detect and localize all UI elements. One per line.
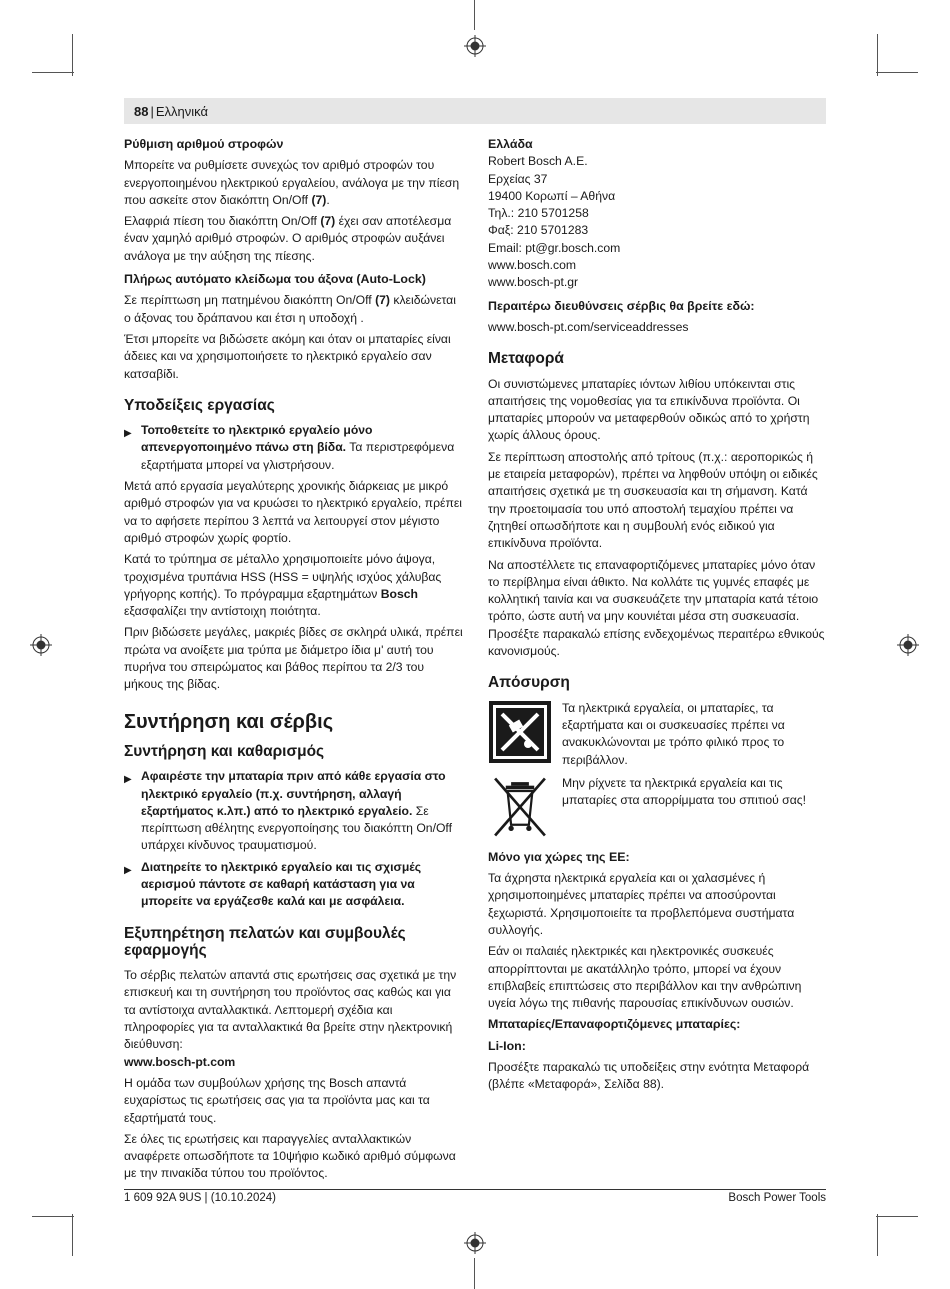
speed-paragraph-2: Ελαφριά πίεση του διακόπτη On/Off (7) έχει σαν αποτέλεσμα έναν χαμηλό αριθμό στροφών. Ο αριθμός στροφών αυξάνει ανάλογα με την αύξηση της πίεσης. (124, 214, 452, 263)
crop-mark (876, 72, 918, 73)
transport-paragraph-3: Να αποστέλλετε τις επαναφορτιζόμενες μπαταρίες μόνο όταν το περίβλημα είναι άθικτο. Να κολλάτε τις γυμνές επαφές με κολλητική ταινία και να συσκευάζετε την μπαταρία κατά τέτοιο τρόπο, ώστε αυτή να μην κουνιέται μέσα στη συσκευασία. Προσέξτε παρακαλώ επίσης ενδεχομένως περαιτέρω εθνικούς κανονισμούς. (488, 557, 825, 659)
address-line: Ερχείας 37 (488, 171, 548, 186)
speed-heading: Ρύθμιση αριθμού στροφών (124, 137, 284, 151)
header-separator: | (150, 104, 154, 119)
phone-line: Τηλ.: 210 5701258 (488, 206, 589, 221)
maintenance-chapter-heading: Συντήρηση και σέρβις (124, 710, 334, 733)
tips-paragraph-2: Κατά το τρύπημα σε μέταλλο χρησιμοποιείτε μόνο άψογα, τροχισμένα τρυπάνια HSS (HSS = υψηλής ισχύος χάλυβας γρήγορης κοπής). Το πρόγραμμα εξαρτημάτων Bosch εξασφαλίζει την αντίστοιχη ποιότητα. (124, 552, 442, 619)
address-line: 19400 Κορωπί – Αθήνα (488, 188, 616, 203)
page-header (134, 104, 208, 119)
batteries-heading: Μπαταρίες/Επαναφορτιζόμενες μπαταρίες: (488, 1017, 741, 1032)
liion-heading: Li-Ion: (488, 1038, 526, 1053)
page-header-bar (124, 98, 826, 124)
footer-divider (124, 1189, 826, 1190)
tips-paragraph-3: Πριν βιδώσετε μεγάλες, μακριές βίδες σε σκληρά υλικά, πρέπει πρώτα να ανοίξετε μια τρύπα με διάμετρο ίδια μ' αυτή του πυρήνα του σπειρώματος και βάθος περίπου τα 2/3 του μήκους της βίδας. (124, 625, 463, 692)
crop-mark (877, 34, 878, 76)
country-heading: Ελλάδα (488, 137, 533, 151)
disposal-heading: Απόσυρση (488, 674, 570, 692)
speed-paragraph-1: Μπορείτε να ρυθμίσετε συνεχώς τον αριθμό στροφών του ενεργοποιημένου ηλεκτρικού εργαλείου, ανάλογα με την πίεση που ασκείτε στον διακόπτη On/Off (7). (124, 158, 460, 207)
transport-paragraph-2: Σε περίπτωση αποστολής από τρίτους (π.χ.: αεροπορικώς ή με εταιρεία μεταφορών), πρέπει να ληφθούν υπόψη οι ειδικές απαιτήσεις σχετικά με τη συσκευασία και τη σήμανση. Κατά την προετοιμασία του υπό αποστολή τεμαχίου πρέπει να ζητηθεί οπωσδήποτε και η συμβουλή ενός ειδικού για επικίνδυνα προϊόντα. (488, 449, 818, 551)
bullet-triangle-icon: ▶ (124, 774, 132, 786)
work-tips-heading: Υποδείξεις εργασίας (124, 396, 275, 414)
cleaning-warning-bullet-2: ▶ Διατηρείτε το ηλεκτρικό εργαλείο και τις σχισμές αερισμού πάντοτε σε καθαρή κατάσταση για να μπορείτε να εργάζεσθε καλά και με ασφάλεια. (124, 859, 422, 909)
cleaning-heading: Συντήρηση και καθαρισμός (124, 742, 325, 760)
autolock-heading: Πλήρως αυτόματο κλείδωμα του άξονα (Auto-Lock) (124, 272, 426, 287)
crop-mark (72, 1214, 73, 1256)
address-line: Robert Bosch A.E. (488, 154, 588, 169)
registration-mark-icon (464, 1232, 486, 1254)
service-url[interactable]: www.bosch-pt.com (124, 1054, 236, 1069)
disposal-household-text: Μην ρίχνετε τα ηλεκτρικά εργαλεία και τις μπαταρίες στα απορρίμματα του σπιτιού σας! (562, 775, 807, 808)
service-paragraph-2: Η ομάδα των συμβούλων χρήσης της Bosch απαντά ευχαρίστως τις ερωτήσεις σας για τα προϊόντα μας και τα εξαρτήματά τους. (124, 1075, 430, 1125)
tips-paragraph-1: Μετά από εργασία μεγαλύτερης χρονικής διάρκειας με μικρό αριθμό στροφών για να κρυώσει το ηλεκτρικό εργαλείο, πρέπει να το αφήσετε περίπου 3 λεπτά να λειτουργεί στον μέγιστο αριθμό στροφών χωρίς φορτίο. (124, 479, 462, 545)
cleaning-warning-bullet-1: ▶ Αφαιρέστε την μπαταρία πριν από κάθε εργασία στο ηλεκτρικό εργαλείο (π.χ. συντήρηση, αλλαγή εξαρτήματος κ.λπ.) από το ηλεκτρικό εργαλείο. Σε περίπτωση αθέλητης ενεργοποίησης του διακόπτη On/Off υπάρχει κίνδυνος τραυματισμού. (124, 769, 452, 853)
eu-only-heading: Μόνο για χώρες της ΕΕ: (488, 849, 630, 864)
crop-mark (32, 72, 74, 73)
website-link[interactable]: www.bosch.com (488, 258, 577, 273)
customer-service-heading: Εξυπηρέτηση πελατών και συμβουλές εφαρμογής (124, 924, 406, 959)
page-number: 88 (134, 104, 149, 119)
email-link[interactable]: Email: pt@gr.bosch.com (488, 240, 621, 255)
footer-brand: Bosch Power Tools (728, 1192, 826, 1204)
registration-mark-icon (464, 35, 486, 57)
more-service-heading: Περαιτέρω διευθύνσεις σέρβις θα βρείτε εδώ: (488, 298, 755, 313)
recycling-symbol-icon (488, 700, 552, 764)
website-link[interactable]: www.bosch-pt.gr (488, 275, 579, 290)
crop-mark (877, 1214, 878, 1256)
autolock-paragraph-1: Σε περίπτωση μη πατημένου διακόπτη On/Off (7) κλειδώνεται ο άξονας του δράπανου και έτσι η υποδοχή . (124, 293, 456, 325)
disposal-bin-row (488, 775, 828, 839)
eu-paragraph-2: Εάν οι παλαιές ηλεκτρικές και ηλεκτρονικές συσκευές απορρίπτονται με ακατάλληλο τρόπο, μπορεί να έχουν επιβλαβείς επιπτώσεις στο περιβάλλον και την ανθρώπινη υγεία λόγω της πιθανής παρουσίας επικίνδυνων ουσιών. (488, 944, 802, 1011)
bullet-triangle-icon: ▶ (124, 864, 132, 876)
header-language: Ελληνικά (155, 104, 209, 119)
left-column (124, 136, 464, 1187)
service-paragraph-3: Σε όλες τις ερωτήσεις και παραγγελίες ανταλλακτικών αναφέρετε οπωσδήποτε τα 10ψήφιο κωδικό αριθμό σύμφωνα με την πινακίδα τύπου του προϊόντος. (124, 1131, 456, 1181)
transport-heading: Μεταφορά (488, 350, 564, 368)
crop-mark (474, 0, 475, 30)
crossed-out-bin-icon (488, 775, 552, 839)
fax-line: Φαξ: 210 5701283 (488, 223, 589, 238)
tips-warning-bullet: ▶ Τοποθετείτε το ηλεκτρικό εργαλείο μόνο απενεργοποιημένο πάνω στη βίδα. Τα περιστρεφόμενα εξαρτήματα μπορεί να γλιστρήσουν. (124, 423, 455, 472)
liion-paragraph: Προσέξτε παρακαλώ τις υποδείξεις στην ενότητα Μεταφορά (βλέπε «Μεταφορά», Σελίδα 88). (488, 1060, 810, 1092)
autolock-paragraph-2: Έτσι μπορείτε να βιδώσετε ακόμη και όταν οι μπαταρίες είναι άδειες και να χρησιμοποιήσετε το ηλεκτρικό εργαλείο σαν κατσαβίδι. (124, 331, 451, 381)
disposal-recycle-text: Τα ηλεκτρικά εργαλεία, οι μπαταρίες, τα εξαρτήματα και οι συσκευασίες πρέπει να ανακυκλώνονται με τρόπο φιλικό προς το περιβάλλον. (562, 700, 785, 767)
disposal-recycle-row (488, 700, 828, 769)
crop-mark (72, 34, 73, 76)
right-column (488, 136, 828, 1098)
footer-doc-id: 1 609 92A 9US | (10.10.2024) (124, 1192, 276, 1204)
crop-mark (876, 1216, 918, 1217)
service-paragraph-1: Το σέρβις πελατών απαντά στις ερωτήσεις σας σχετικά με την επισκευή και τη συντήρηση του προϊόντος σας καθώς και για τα αντίστοιχα ανταλλακτικά. Λεπτομερή σχέδια και πληροφορίες για τα ανταλλακτικά θα βρείτε στην ηλεκτρονική διεύθυνση: (124, 968, 457, 1052)
eu-paragraph-1: Τα άχρηστα ηλεκτρικά εργαλεία και οι χαλασμένες ή χρησιμοποιημένες μπαταρίες πρέπει να αποσύρονται ξεχωριστά. Χρησιμοποιείτε τα προβλεπόμενα συστήματα συλλογής. (488, 871, 795, 937)
registration-mark-icon (30, 634, 52, 656)
service-addresses-link[interactable]: www.bosch-pt.com/serviceaddresses (488, 319, 689, 334)
crop-mark (32, 1216, 74, 1217)
transport-paragraph-1: Οι συνιστώμενες μπαταρίες ιόντων λιθίου υπόκεινται στις απαιτήσεις της νομοθεσίας για τα επικίνδυνα προϊόντα. Οι μπαταρίες μπορούν να μεταφερθούν οδικώς από το χρήστη χωρίς άλλους όρους. (488, 376, 810, 443)
bullet-triangle-icon: ▶ (124, 428, 132, 440)
crop-mark (474, 1258, 475, 1289)
registration-mark-icon (897, 634, 919, 656)
